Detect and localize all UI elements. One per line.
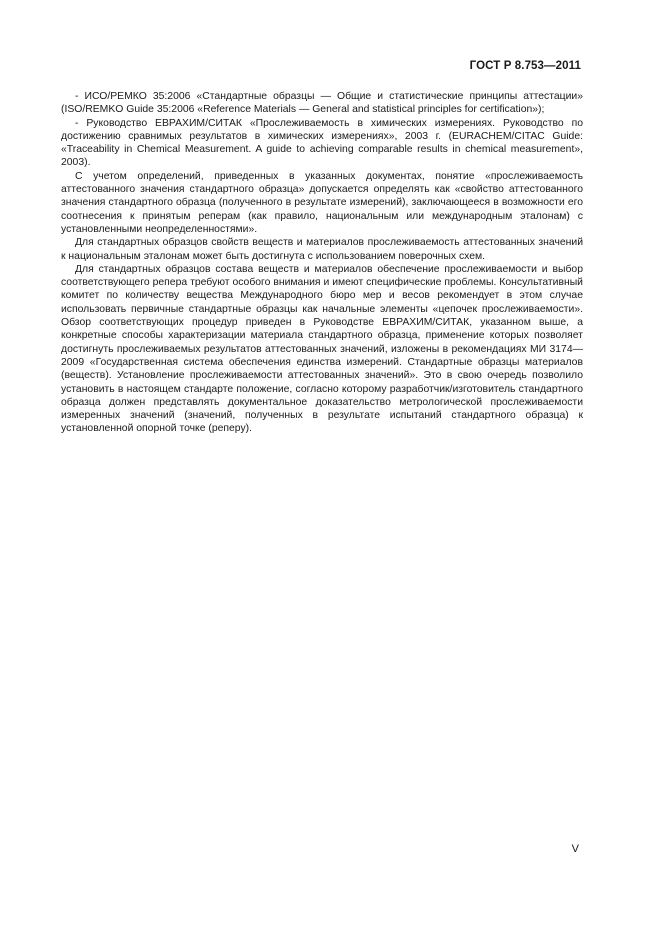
list-item-iso-remko: - ИСО/РЕМКО 35:2006 «Стандартные образцы — Общие и статистические принципы аттестации» (ISO/REMKO Guide 35:2006 «Reference Materials — General and statistical principles for certification»); bbox=[61, 91, 583, 116]
paragraph-composition-materials: Для стандартных образцов состава веществ и материалов обеспечение прослеживаемости и выбор соответствующего репера требуют особого внимания и имеют специфические проблемы. Консультативный комитет по количеству вещества Международного бюро мер и весов рекомендует в этом случае использовать первичные стандартные образцы как начальные элементы «цепочек прослеживаемости». Обзор соответствующих процедур приведен в Руководстве ЕВРАХИМ/СИТАК, указанном выше, а конкретные способы характеризации материала стандартного образца, применение которых позволяет достигнуть прослеживаемых результатов аттестованных значений, изложены в рекомендациях МИ 3174—2009 «Государственная система обеспечения единства измерений. Стандартные образцы материалов (веществ). Установление прослеживаемости аттестованных значений». Это в свою очередь позволило установить в настоящем стандарте положение, согласно которому разработчик/изготовитель стандартного образца должен представлять документальное доказательство метрологической прослеживаемости измеренных значений (значений, полученных в результате испытаний стандартного образца) к установленной опорной точке (реперу). bbox=[61, 263, 583, 435]
list-item-eurachem-guide: - Руководство ЕВРАХИМ/СИТАК «Прослеживаемость в химических измерениях. Руководство по достижению сравнимых результатов в химических измерениях», 2003 г. (EURACHEM/CITAC Guide: «Traceability in Chemical Measurement. A guide to achieving comparable results in chemical measurement», 2003). bbox=[61, 117, 583, 169]
paragraph-property-materials: Для стандартных образцов свойств веществ и материалов прослеживаемость аттестованных значений к национальным эталонам может быть достигнута с использованием поверочных схем. bbox=[61, 237, 583, 262]
document-code-header: ГОСТ Р 8.753—2011 bbox=[469, 60, 581, 72]
paragraph-traceability-definition: С учетом определений, приведенных в указанных документах, понятие «прослеживаемость аттестованного значения стандартного образца» допускается определять как «свойство аттестованного значения стандартного образца (полученного в результате измерений), заключающееся в возможности его соотнесения к принятым реперам (как правило, национальным или международным эталонам) с установленными неопределенностями». bbox=[61, 170, 583, 235]
document-body bbox=[61, 90, 583, 436]
page-number: V bbox=[571, 843, 579, 855]
